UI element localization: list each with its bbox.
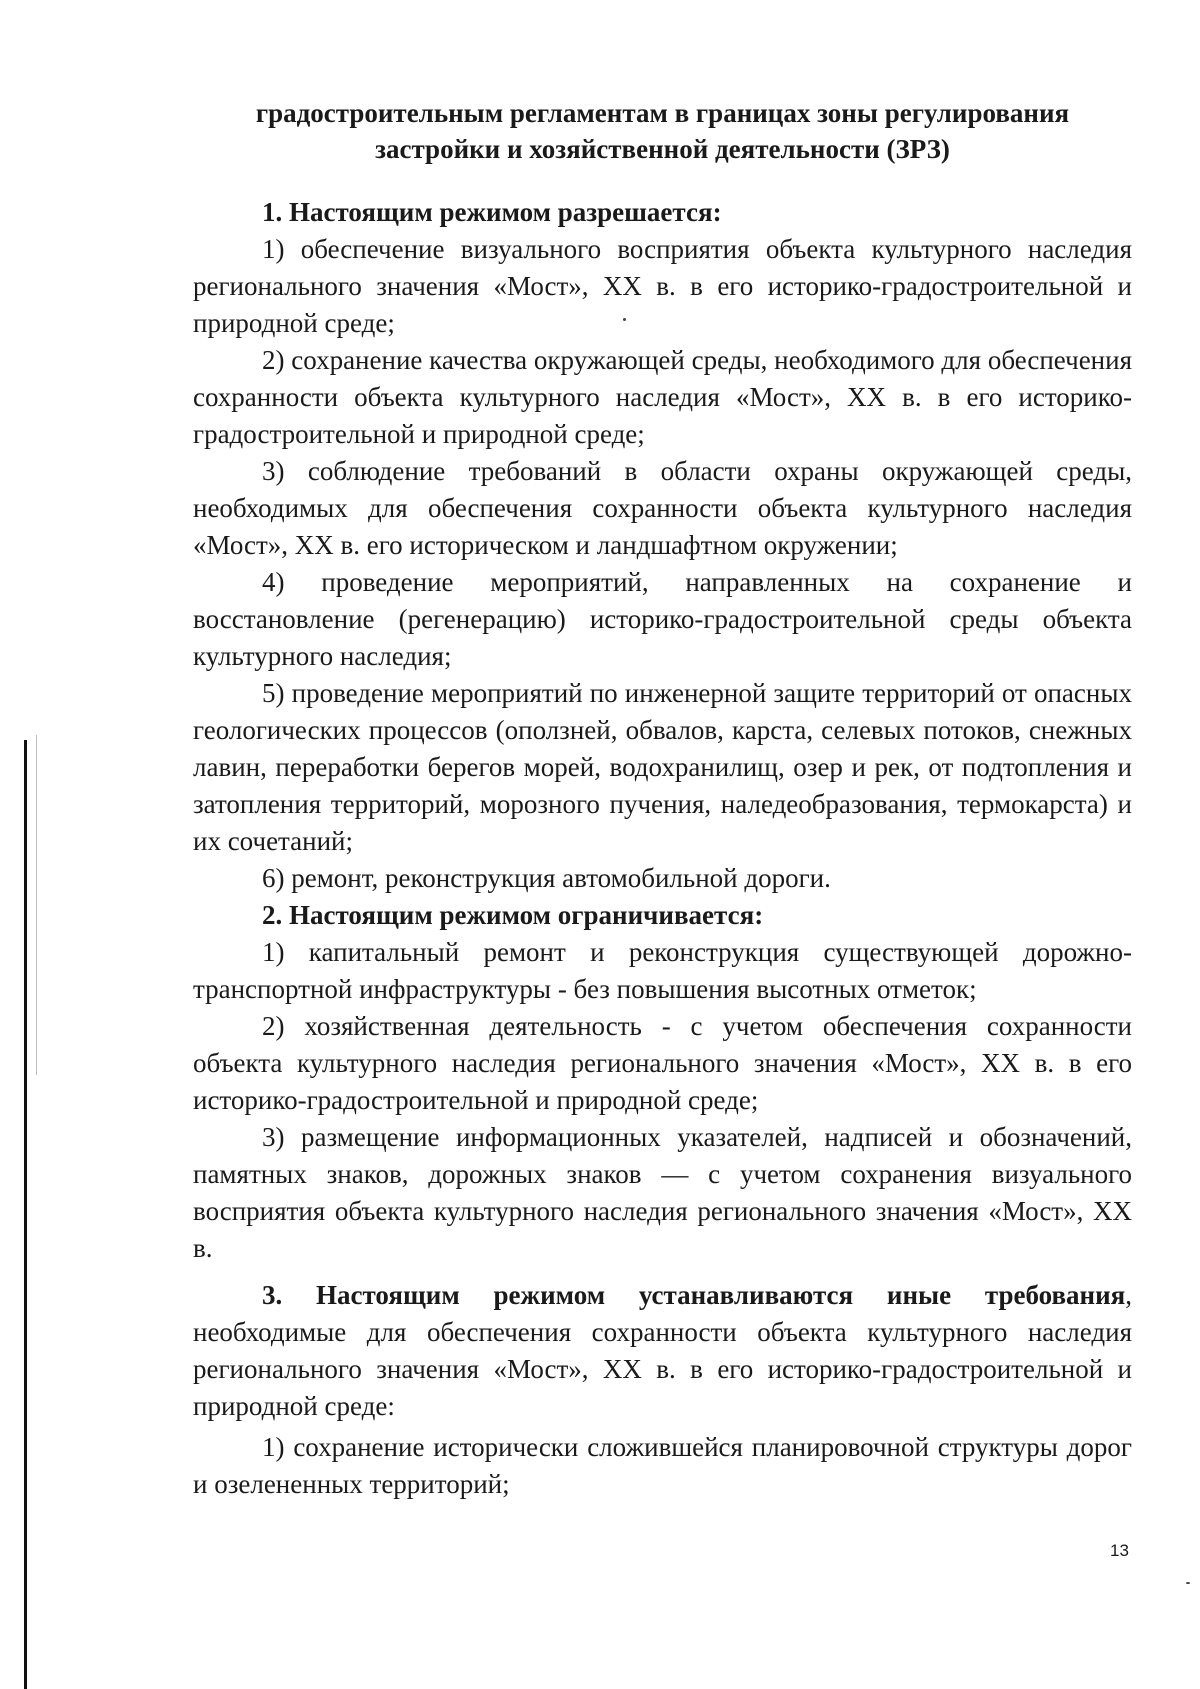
section-2-item-2: 2) хозяйственная деятельность - с учетом обеспечения сохранности объекта культурного наследия регионального значения «Мост», XX в. в его историко-градостроительной и природной среде;: [193, 1011, 1132, 1115]
section-3-title-rest: , необходимые для обеспечения сохранности объекта культурного наследия регионального значения «Мост», XX в. в его историко-градостроительной и природной среде:: [193, 1280, 1132, 1421]
section-1-item-4: 4) проведение мероприятий, направленных на сохранение и восстановление (регенерацию) историко-градостроительной среды объекта культурного наследия;: [193, 567, 1132, 671]
scan-speck: [1186, 1582, 1190, 1584]
section-1-item-2: 2) сохранение качества окружающей среды, необходимого для обеспечения сохранности объекта культурного наследия «Мост», XX в. в его историко-градостроительной и природной среде;: [193, 345, 1132, 449]
section-3-item-1: 1) сохранение исторически сложившейся планировочной структуры дорог и озелененных территорий;: [193, 1432, 1132, 1499]
document-body: [193, 95, 1132, 1503]
section-3-title: [193, 1277, 1132, 1425]
page-number: 13: [1110, 1541, 1129, 1560]
section-1-item-3: 3) соблюдение требований в области охраны окружающей среды, необходимых для обеспечения сохранности объекта культурного наследия «Мост», XX в. его историческом и ландшафтном окружении;: [193, 456, 1132, 560]
scan-edge-faint-line: [36, 735, 37, 1075]
section-1-item-1: 1) обеспечение визуального восприятия объекта культурного наследия регионального значения «Мост», XX в. в его историко-градостроительной и природной среде;: [193, 234, 1132, 338]
section-3-title-bold: 3. Настоящим режимом устанавливаются иные требования: [262, 1280, 1126, 1310]
section-2-title: 2. Настоящим режимом ограничивается:: [262, 900, 764, 930]
section-1-item-5: 5) проведение мероприятий по инженерной защите территорий от опасных геологических процессов (оползней, обвалов, карста, селевых потоков, снежных лавин, переработки берегов морей, водохранилищ, озер и рек, от подтопления и затопления территорий, морозного пучения, наледеобразования, термокарста) и их сочетаний;: [193, 678, 1132, 856]
section-2-item-3: 3) размещение информационных указателей, надписей и обозначений, памятных знаков, дорожных знаков — с учетом сохранения визуального восприятия объекта культурного наследия регионального значения «Мост», XX в.: [193, 1122, 1132, 1263]
paragraph-gap: [193, 1267, 1132, 1277]
scan-edge-line: [24, 740, 27, 1689]
section-1-title: 1. Настоящим режимом разрешается:: [262, 197, 722, 227]
heading-line-1: градостроительным регламентам в границах зоны регулирования: [255, 98, 1070, 128]
document-heading: [193, 95, 1132, 167]
section-2-item-1: 1) капитальный ремонт и реконструкция существующей дорожно-транспортной инфраструктуры - без повышения высотных отметок;: [193, 937, 1132, 1004]
heading-line-2: застройки и хозяйственной деятельности (ЗРЗ): [375, 134, 950, 164]
section-1-item-6: 6) ремонт, реконструкция автомобильной дороги.: [262, 863, 831, 893]
